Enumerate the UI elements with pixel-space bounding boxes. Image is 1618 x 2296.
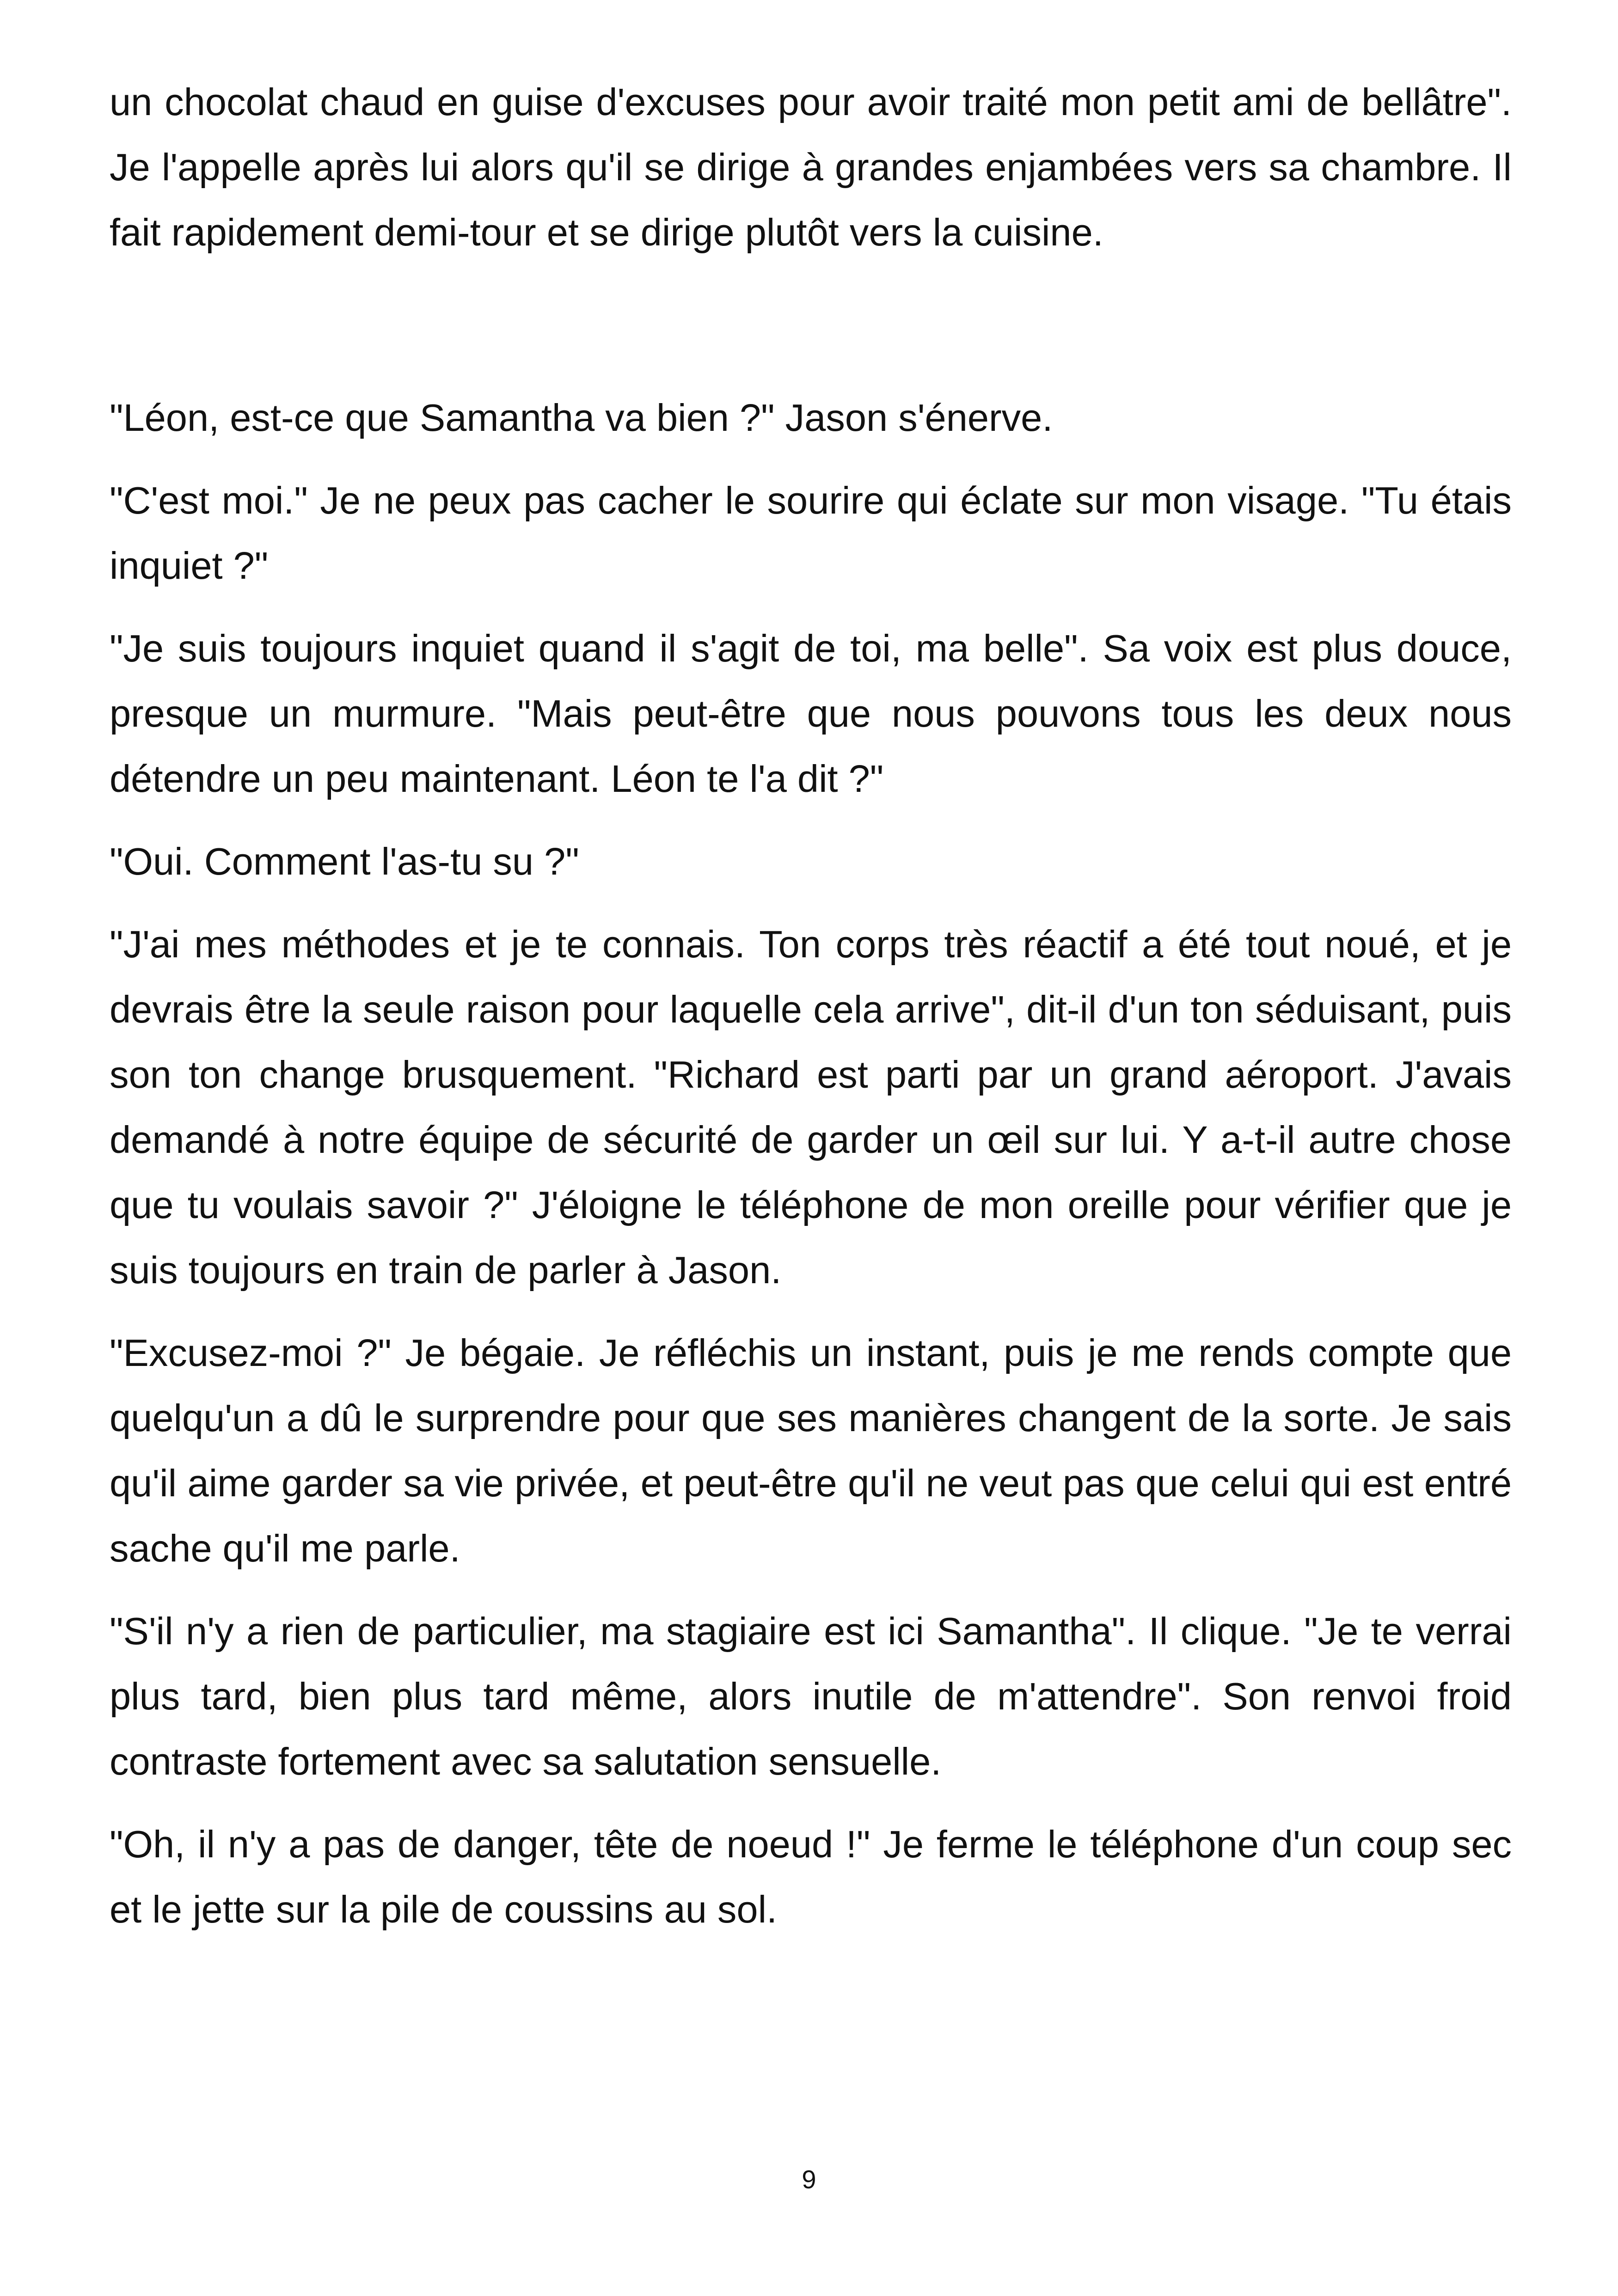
paragraph: un chocolat chaud en guise d'excuses pour avoir traité mon petit ami de bellâtre". Je l'appelle après lui alors qu'il se dirige à grandes enjambées vers sa chambre. Il fait rapidement demi-tour et se dirige plutôt vers la cuisine. <box>110 80 1512 254</box>
paragraph: "Je suis toujours inquiet quand il s'agit de toi, ma belle". Sa voix est plus douce, presque un murmure. "Mais peut-être que nous pouvons tous les deux nous détendre un peu maintenant. Léon te l'a dit ?" <box>110 627 1512 800</box>
paragraph: "C'est moi." Je ne peux pas cacher le sourire qui éclate sur mon visage. "Tu étais inquiet ?" <box>110 479 1512 587</box>
paragraph: "Oui. Comment l'as-tu su ?" <box>110 840 579 883</box>
paragraph: "Léon, est-ce que Samantha va bien ?" Jason s'énerve. <box>110 396 1053 439</box>
document-body <box>110 69 1512 1942</box>
paragraph: "Excusez-moi ?" Je bégaie. Je réfléchis un instant, puis je me rends compte que quelqu'un a dû le surprendre pour que ses manières changent de la sorte. Je sais qu'il aime garder sa vie privée, et peut-être qu'il ne veut pas que celui qui est entré sache qu'il me parle. <box>110 1331 1512 1570</box>
page-number: 9 <box>802 2165 816 2194</box>
paragraph: "Oh, il n'y a pas de danger, tête de noeud !" Je ferme le téléphone d'un coup sec et le jette sur la pile de coussins au sol. <box>110 1823 1512 1931</box>
paragraph: "J'ai mes méthodes et je te connais. Ton corps très réactif a été tout noué, et je devrais être la seule raison pour laquelle cela arrive", dit-il d'un ton séduisant, puis son ton change brusquement. "Richard est parti par un grand aéroport. J'avais demandé à notre équipe de sécurité de garder un œil sur lui. Y a-t-il autre chose que tu voulais savoir ?" J'éloigne le téléphone de mon oreille pour vérifier que je suis toujours en train de parler à Jason. <box>110 923 1512 1292</box>
paragraph: "S'il n'y a rien de particulier, ma stagiaire est ici Samantha". Il clique. "Je te verrai plus tard, bien plus tard même, alors inutile de m'attendre". Son renvoi froid contraste fortement avec sa salutation sensuelle. <box>110 1610 1512 1783</box>
